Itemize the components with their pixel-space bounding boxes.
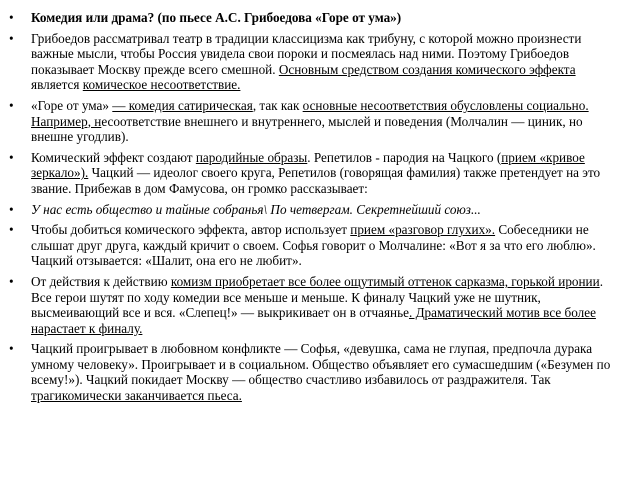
text-run: Комический эффект создают [31, 149, 196, 165]
bullet-text [31, 222, 596, 268]
bullet-item-4 [0, 150, 638, 197]
text-run: Грибоедов рассматривал театр в традиции классицизма как трибуну, с которой можно произнести важные мысли, чтобы Россия увидела свои пороки и посмеялась над ними. Поэтому Грибоедов показывает Москву прежде всего смешной. [31, 30, 582, 77]
underlined-phrase: комическое несоответствие. [82, 77, 241, 93]
text-run: есоответствие внешнего и внутреннего, мыслей и поведения (Молчалин — циник, но внешне угодлив). [31, 113, 583, 145]
bullet-mark: • [9, 341, 14, 357]
underlined-phrase: основные несоответствия обусловлены социально. Например, н [31, 97, 589, 129]
underlined-phrase: пародийные образы [195, 149, 308, 165]
bullet-item-3 [0, 98, 638, 145]
bullet-item-2 [0, 31, 638, 93]
bullet-mark: • [9, 201, 14, 217]
bullet-text [31, 341, 610, 403]
italic-quote: У нас есть общество и тайные собранья\ По четвергам. Секретнейший союз... [31, 201, 481, 217]
bullet-mark: • [9, 97, 14, 113]
bullet-text [31, 10, 401, 25]
text-run: От действия к действию [31, 273, 171, 289]
bullet-item-7 [0, 274, 638, 336]
bullet-mark: • [9, 273, 14, 289]
text-run: «Горе от ума» [31, 97, 113, 113]
underlined-phrase: . Драматический мотив все более нарастает к финалу. [31, 305, 596, 336]
bullet-item-6 [0, 222, 638, 269]
text-run: Чацкий — идеолог своего круга, Репетилов (говорящая фамилия) также претендует на это звание. Прибежав в дом Фамусова, он громко рассказывает: [31, 165, 601, 196]
bullet-text [31, 202, 481, 217]
text-run: . Все герои шутят по ходу комедии все меньше и меньше. К финалу Чацкий уже не шутник, высмеивающий все и вся. «Слепец!» — выкрикивает он в отчаянье [31, 273, 603, 321]
bullet-item-8 [0, 341, 638, 403]
bullet-item-1 [0, 10, 638, 26]
bullet-text [31, 98, 589, 144]
underlined-phrase: прием «кривое зеркало»). [31, 149, 585, 181]
text-run: Чацкий проигрывает в любовном конфликте — Софья, «девушка, сама не глупая, предпочла дурака умному человеку». Проигрывает и в социальном. Общество объявляет его сумасшедшим («Безумен по всему!»). Чацкий покидает Москву — общество счастливо избавилось от раздражителя. Так [31, 341, 611, 388]
bullet-mark: • [9, 222, 14, 238]
underlined-phrase: трагикомически заканчивается пьеса. [31, 388, 242, 404]
underlined-phrase: прием «разговор глухих». [350, 222, 496, 238]
bullet-mark: • [9, 30, 14, 46]
text-run: . Репетилов - пародия на Чацкого ( [307, 149, 502, 165]
bullet-text [31, 150, 600, 196]
bullet-list [0, 10, 638, 409]
bullet-text [31, 274, 603, 336]
text-run: Чтобы добиться комического эффекта, автор использует [31, 222, 351, 238]
bullet-mark: • [9, 10, 14, 25]
bold-title: Комедия или драма? (по пьесе А.С. Грибоедова «Горе от ума») [31, 10, 402, 25]
text-run: , так как [252, 97, 303, 113]
underlined-phrase: Основным средством создания комического эффекта [278, 61, 576, 77]
bullet-item-5 [0, 202, 638, 218]
text-run: является [31, 77, 83, 93]
bullet-mark: • [9, 149, 14, 165]
underlined-phrase: — комедия сатирическая [112, 97, 253, 113]
text-run: Собеседники не слышат друг друга, каждый кричит о своем. Софья говорит о Молчалине: «Вот я за что его люблю». Чацкий отзывается: «Шалит, она его не любит». [31, 222, 596, 269]
bullet-text [31, 31, 581, 93]
underlined-phrase: комизм приобретает все более ощутимый оттенок сарказма, горькой иронии [170, 273, 600, 289]
